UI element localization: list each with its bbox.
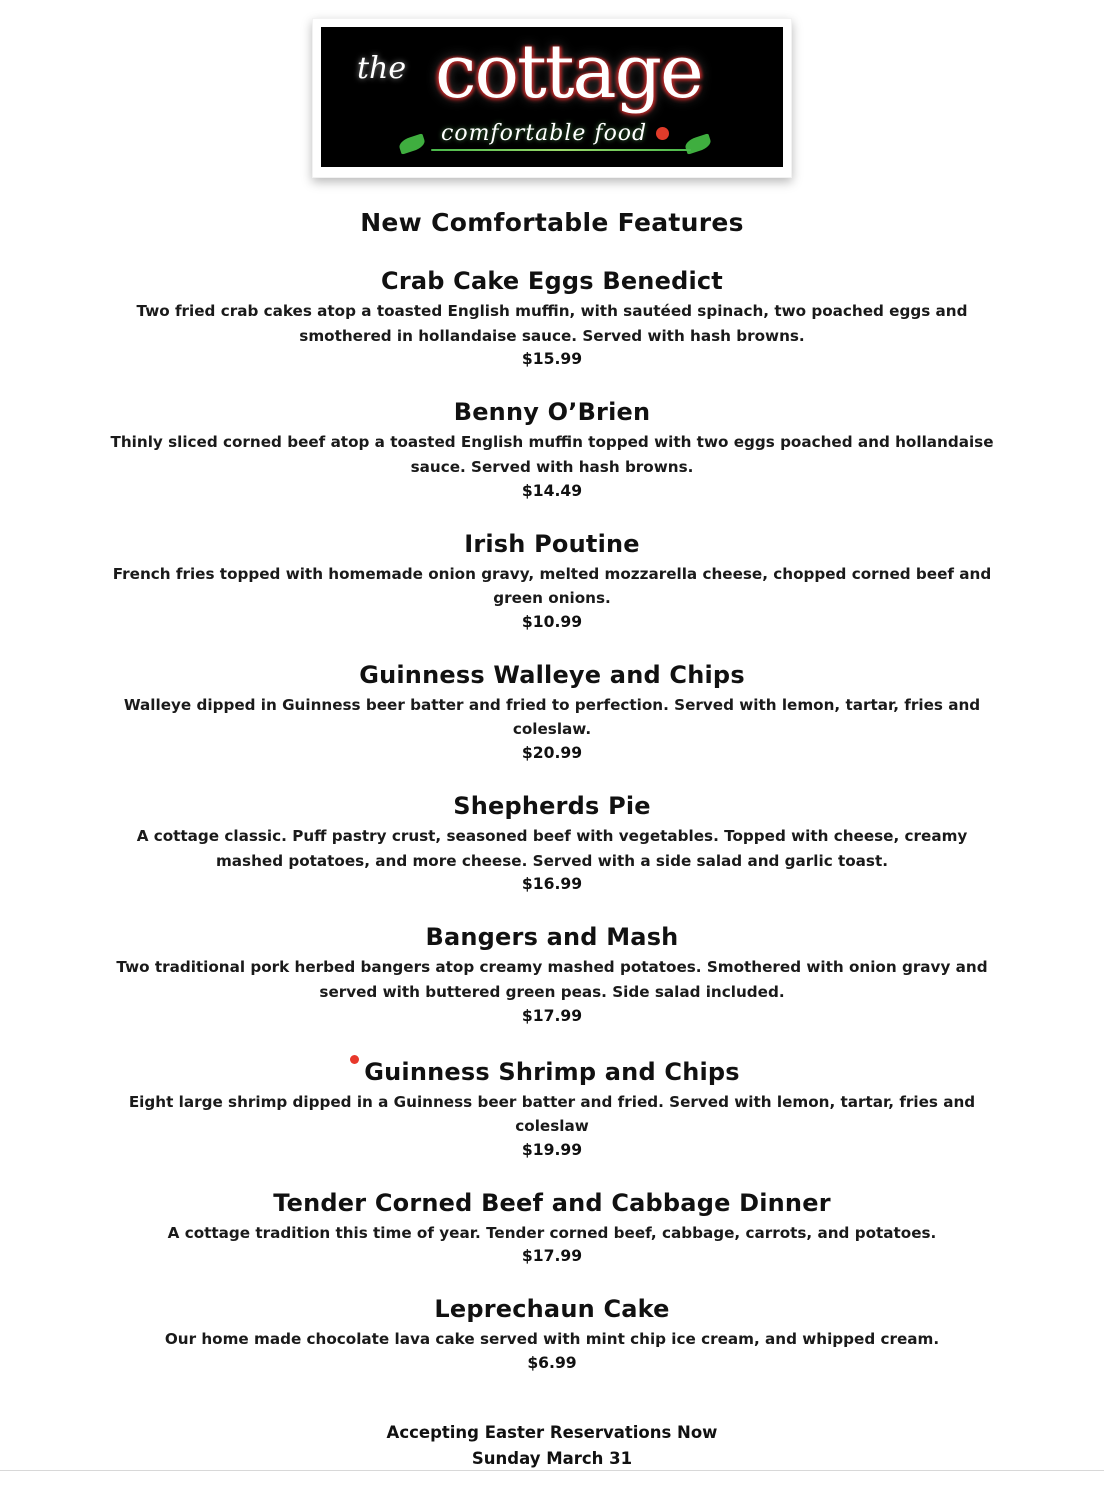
menu-item: [72, 1055, 1032, 1159]
page-bottom-divider: [0, 1470, 1104, 1471]
menu-item-name: Crab Cake Eggs Benedict: [381, 267, 723, 295]
red-bullet-icon: [350, 1055, 359, 1064]
leaf-icon-right: [683, 133, 712, 154]
menu-item-price: $14.49: [521, 481, 583, 500]
menu-item-name: Benny O’Brien: [453, 398, 651, 427]
berry-icon: [656, 127, 669, 140]
menu-body: [0, 208, 1104, 1471]
logo-word-cottage: cottage: [435, 29, 702, 115]
menu-item: [72, 267, 1032, 368]
menu-item-price: $17.99: [521, 1006, 583, 1025]
menu-page: [0, 18, 1104, 1487]
menu-item-description: Thinly sliced corned beef atop a toasted English muffin topped with two eggs poached and hollandaise sauce. Served with hash browns.: [110, 433, 994, 476]
menu-item-name: Guinness Walleye and Chips: [359, 660, 745, 689]
menu-item-name: Irish Poutine: [464, 529, 640, 558]
menu-item-description: Two fried crab cakes atop a toasted English muffin, with sautéed spinach, two poached eggs and smothered in hollandaise sauce. Served with hash browns.: [136, 302, 968, 345]
menu-item: [72, 792, 1032, 893]
menu-item: [72, 1295, 1032, 1372]
menu-item-description: A cottage tradition this time of year. Tender corned beef, cabbage, carrots, and potatoes.: [167, 1223, 937, 1242]
menu-item-price: $10.99: [521, 612, 583, 631]
logo-canvas: [321, 27, 783, 167]
menu-item-description: Walleye dipped in Guinness beer batter and fried to perfection. Served with lemon, tartar, fries and coleslaw.: [123, 695, 981, 739]
menu-item: [72, 923, 1032, 1024]
menu-item-price: $17.99: [521, 1247, 583, 1266]
footer-note: [72, 1420, 1032, 1471]
menu-item-price: $20.99: [521, 744, 583, 762]
menu-item: [72, 530, 1032, 631]
menu-item-description: A cottage classic. Puff pastry crust, seasoned beef with vegetables. Topped with cheese, creamy mashed potatoes, and more cheese. Served with a side salad and garlic toast.: [136, 827, 968, 870]
page-title: New Comfortable Features: [360, 208, 744, 237]
menu-item-name: Leprechaun Cake: [434, 1295, 670, 1324]
menu-item-description: Two traditional pork herbed bangers atop creamy mashed potatoes. Smothered with onion gravy and served with buttered green peas. Side salad included.: [116, 958, 988, 1001]
logo-underline-flourish: [431, 149, 691, 151]
menu-item-price: $19.99: [521, 1140, 583, 1159]
menu-item: [72, 398, 1032, 499]
menu-item-name: Guinness Shrimp and Chips: [364, 1057, 740, 1086]
menu-item: [72, 661, 1032, 762]
menu-item-name: Tender Corned Beef and Cabbage Dinner: [273, 1188, 831, 1217]
menu-item-price: $15.99: [521, 350, 583, 369]
menu-item-description: Our home made chocolate lava cake served with mint chip ice cream, and whipped cream.: [164, 1330, 940, 1349]
footer-line-date: Sunday March 31: [471, 1448, 633, 1468]
leaf-icon-left: [397, 133, 426, 154]
menu-item-description: Eight large shrimp dipped in a Guinness beer batter and fried. Served with lemon, tartar, fries and coleslaw: [128, 1092, 976, 1136]
menu-item-price: $16.99: [521, 875, 583, 894]
menu-item-price: $6.99: [527, 1354, 577, 1372]
logo-word-the: the: [357, 51, 407, 86]
logo-tagline: comfortable food: [441, 121, 648, 146]
menu-item-name: Bangers and Mash: [425, 923, 679, 952]
menu-item: [72, 1189, 1032, 1266]
restaurant-logo: [312, 18, 792, 178]
menu-item-name: Shepherds Pie: [453, 792, 651, 820]
footer-line-reservations: Accepting Easter Reservations Now: [386, 1423, 718, 1442]
menu-item-description: French fries topped with homemade onion gravy, melted mozzarella cheese, chopped corned beef and green onions.: [112, 564, 992, 608]
